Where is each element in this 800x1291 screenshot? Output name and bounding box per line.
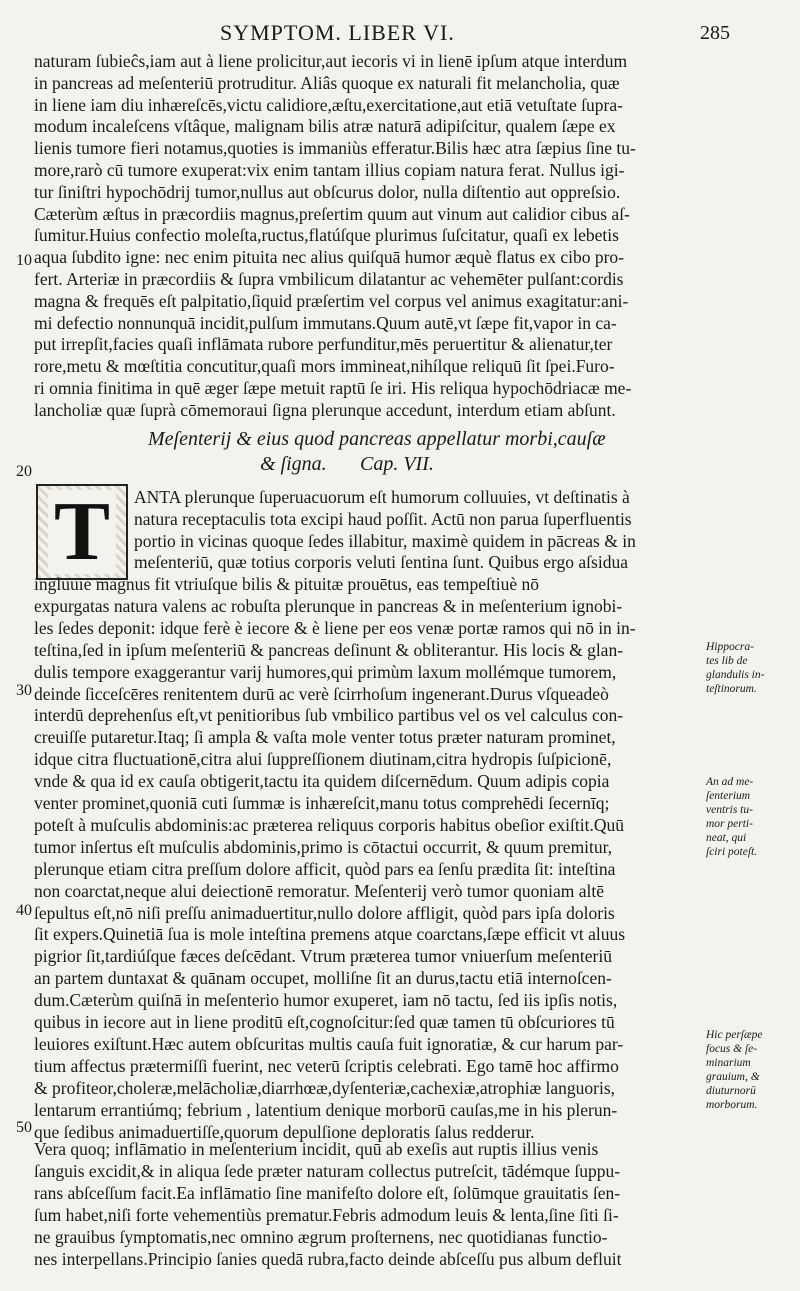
text-line: natura receptaculis tota excipi haud poſſit. Actū non parua ſuperfluentis — [134, 508, 632, 529]
text-line: ſepultus eſt,nō niſi preſſu animaduertitur,nullo dolore affligit, quòd pars ipſa doloris — [34, 902, 615, 923]
text-line: dum.Cæterùm quiſnā in meſenterio humor exuperet, iam nō tactu, ſed iis ipſis notis, — [34, 990, 618, 1011]
running-head: SYMPTOM. LIBER VI. — [220, 20, 455, 45]
margin-note-mesentery-tumor — [706, 775, 798, 859]
text-line: naturam ſubieĉs,iam aut à liene prolicitur,aut iecoris vi in lienē ipſum atque interdum — [34, 51, 628, 71]
margin-note-seedbed — [706, 1028, 798, 1112]
margin-note-line: Hic perſæpe — [706, 1029, 763, 1041]
line-number: 10 — [16, 252, 32, 269]
page-number: 285 — [700, 22, 730, 44]
margin-note-line: neat, qui — [706, 832, 747, 844]
text-line: ſum habet,niſi forte vehementiùs prematur.Febris admodum leuis & lenta,ſine ſiti ſi- — [34, 1204, 619, 1225]
text-line: mi defectio nonnunquā incidit,pulſum immutans.Quum autē,vt ſæpe fit,vapor in ca- — [34, 312, 617, 333]
margin-note-line: tes lib de — [706, 655, 748, 667]
text-line: in liene iam diu inhæreſcēs,victu calidiore,æſtu,exercitatione,aut etiā vetuſtate ſupra- — [34, 94, 623, 115]
text-line: que ſedibus animaduertiſſe,quorum depulſione deploratis ſalus redderur. — [34, 1121, 535, 1142]
chapter-title-continued: & ſigna. — [260, 453, 327, 475]
text-line: vnde & qua id ex cauſa obtigerit,tactu ita quidem diſcernēdum. Quum adipis copia — [34, 771, 610, 792]
text-line: leuiores exiſtunt.Hæc autem obſcuritas multis cauſa fuit ignoratiæ, & cur harum par- — [34, 1033, 624, 1054]
text-line: creuiſſe putaretur.Itaq; ſi ampla & vaſta mole venter totus præter naturam prominet, — [34, 727, 616, 748]
margin-note-line: glandulis in- — [706, 669, 765, 681]
text-line: venter prominet,quoniā cuti ſummæ is inhæreſcit,manu totus comprehēdi ſecernīq; — [34, 793, 610, 813]
text-line: les ſedes deponit: idque ferè è iecore & è liene per eos venæ portæ ramos qui nō in in- — [34, 617, 636, 638]
text-line: an partem duntaxat & quānam occupet, molliſne ſit an durus,tactu etiā internoſcen- — [34, 968, 612, 989]
margin-note-line: ſciri poteſt. — [706, 846, 758, 858]
text-line: interdū deprehenſus eſt,vt penitioribus ſub vmbilico partibus vel os vel calculus con- — [34, 705, 624, 726]
margin-note-hippocrates — [706, 640, 798, 696]
text-line: & profiteor,choleræ,melācholiæ,diarrhœæ,dyſenteriæ,cachexiæ,atrophiæ languoris, — [34, 1077, 616, 1098]
margin-note-line: ſenterium — [706, 790, 751, 802]
text-line: ri omnia finitima in quē æger ſæpe metuit raptū ſe iri. His reliqua hypochōdriacæ me- — [34, 378, 632, 398]
text-line: lentarum errantiúmq; febrium , latentium denique morborū cauſas,me in his plerun- — [34, 1099, 618, 1120]
text-line: plerunque etiam citra preſſum dolore afficit, quòd pars ea ſenſu prædita ſit: inteſtina — [34, 858, 616, 879]
text-line: nes interpellans.Principio ſanies quedā rubra,facto deinde abſceſſu pus album defluit — [34, 1248, 622, 1269]
text-line: tumor inſertus eſt muſculis abdominis,primo is cōtactui occurrit, & quum premitur, — [34, 836, 613, 857]
margin-note-line: morborum. — [706, 1099, 758, 1111]
line-number: 30 — [16, 682, 32, 699]
initial-letter: T — [48, 490, 116, 574]
text-line: expurgatas natura valens ac robuſta plerunque in pancreas & in meſenterium ignobi- — [34, 595, 623, 616]
margin-note-line: teſtinorum. — [706, 683, 757, 695]
line-number: 50 — [16, 1119, 32, 1136]
margin-note-line: ventris tu- — [706, 804, 753, 816]
text-line: ſumitur.Huius confectio moleſta,ructus,flatúſque plurimus ſuſcitatur, quaſi ex lebetis — [34, 225, 619, 246]
text-line: deinde ſicceſcēres renitentem durū ac verè ſcirrhoſum ingenerant.Durus vſqueadeò — [34, 683, 609, 704]
text-line: dulis tempore exaggerantur varij humores,qui primùm laxum mollémque tumorem, — [34, 661, 617, 682]
margin-note-line: Hippocra- — [706, 641, 754, 653]
text-line: Vera quoq; inflāmatio in meſenterium incidit, quū ab exeſis aut ruptis illius venis — [34, 1139, 599, 1159]
text-line: rore,metu & mœſtitia concutitur,quaſi mors immineat,nihílque reliquū ſit ſpei.Furo- — [34, 356, 615, 377]
chapter-title: Meſenterij & eius quod pancreas appellatur morbi,cauſæ — [148, 428, 606, 450]
text-line: ingluuie magnus fit vtriuſque bilis & pituitæ prouētus, eas tempeſtiuè nō — [34, 574, 540, 594]
text-line: magna & frequēs eſt palpitatio,ſiquid præſertim vel corpus vel animus exagitatur:ani- — [34, 290, 629, 311]
decorated-initial — [36, 484, 128, 580]
text-line: non coarctat,neque alui deiectionē remoratur. Meſenterij verò tumor quoniam altē — [34, 880, 604, 901]
line-number: 20 — [16, 463, 32, 480]
text-line: modum incaleſcens vſtâque, malignam bilis atræ naturā adipiſcitur, qualem ſæpe ex — [34, 116, 616, 137]
margin-note-line: grauium, & — [706, 1071, 760, 1083]
text-line: idque citra fluctuationē,citra alui ſuppreſſionem diutinam,citra hydropis ſuſpicionē, — [34, 749, 612, 770]
page-header — [30, 20, 730, 50]
margin-note-line: focus & ſe- — [706, 1043, 758, 1055]
text-line: rans abſceſſum facit.Ea inflāmatio ſine manifeſto dolore eſt, ſolūmque grauitatis ſen- — [34, 1182, 621, 1203]
margin-note-line: An ad me- — [706, 776, 754, 788]
text-line: aqua ſubdito igne: nec enim pituita nec alius quiſquā humor æquè flatus ex cibo pro- — [34, 247, 624, 268]
text-line: ANTA plerunque ſuperuacuorum eſt humorum colluuies, vt deſtinatis à — [134, 487, 630, 507]
text-line: portio in vicinas quoque ſedes illabitur, maximè quidem in pācreas & in — [134, 530, 636, 551]
line-number: 40 — [16, 902, 32, 919]
text-line: pigrior ſit,tardiúſque fæces deſcēdant. Vtrum præterea tumor vniuerſum meſenteriū — [34, 946, 612, 967]
text-line: Cæterùm æſtus in præcordiis magnus,preſertim quum aut vinum aut calidior cibus aſ- — [34, 203, 630, 224]
text-line: ſanguis excidit,& in aliqua ſede præter naturam collectus putreſcit, tādémque ſuppu- — [34, 1160, 621, 1181]
text-line: tur ſiniſtri hypochōdrij tumor,nullus aut obſcurus dolor, nulla diſtentio aut oppreſsio. — [34, 181, 621, 202]
text-line: put irrepſit,facies quaſi inflāmata rubore perfunditur,mēs peruertitur & alienatur,ter — [34, 334, 613, 355]
text-line: ne grauibus ſymptomatis,nec omnino ægrum proſternens, nec quotidianas functio- — [34, 1226, 608, 1247]
margin-note-line: minarium — [706, 1057, 751, 1069]
text-line: meſenteriū, quæ totius corporis veluti ſentina ſunt. Quibus ergo aſsidua — [134, 552, 628, 573]
chapter-number: Cap. VII. — [360, 453, 434, 475]
text-line: fert. Arteriæ in præcordiis & ſupra vmbilicum dilatantur ac vehemēter pulſant:cordis — [34, 269, 624, 289]
margin-note-line: mor perti- — [706, 818, 753, 830]
margin-note-line: diuturnorū — [706, 1085, 756, 1097]
text-line: lienis tumore fieri notamus,quoties is immaniùs efferatur.Bilis hæc atra ſæpius ſine tu- — [34, 138, 636, 159]
text-line: lancholiæ quæ ſuprà cōmemoraui ſigna plerunque accedunt, interdum etiam abſunt. — [34, 399, 616, 420]
text-line: ſit expers.Quinetiā ſua is mole inteſtina premens atque coarctans,ſæpe efficit vt aluus — [34, 924, 626, 945]
text-line: teſtina,ſed in ipſum meſenteriū & pancreas deſinunt & obliterantur. His locis & glan- — [34, 639, 624, 660]
text-line: tium affectus prætermiſſi fuerint, nec veterū ſcriptis celebrati. Ego tamē hoc affirmo — [34, 1055, 619, 1076]
text-line: more,rarò cū tumore exuperat:vix enim tantam illius copiam natura ferat. Nullus igi- — [34, 160, 625, 180]
text-line: in pancreas ad meſenteriū protruditur. Aliâs quoque ex naturali fit melancholia, quæ — [34, 72, 620, 93]
text-line: poteſt à muſculis abdominis:ac præterea reliquus corporis habitus obeſior exiſtit.Quū — [34, 814, 625, 835]
text-line: quibus in iecore aut in liene proditū eſt,cognoſcitur:ſed quæ tamen tū obſcuriores tū — [34, 1012, 615, 1032]
